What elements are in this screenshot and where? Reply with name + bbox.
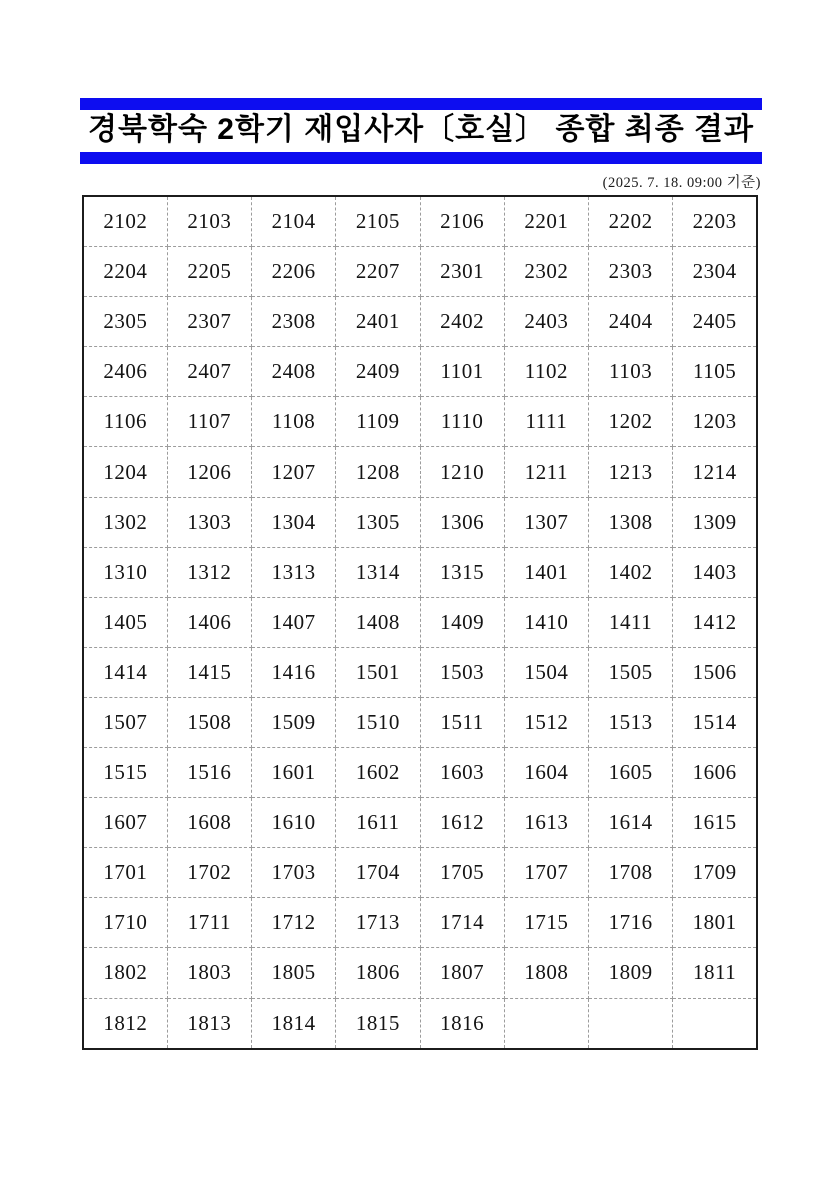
room-cell: 1503 — [420, 647, 504, 697]
room-cell: 1606 — [673, 748, 757, 798]
room-cell: 1214 — [673, 447, 757, 497]
room-cell: 1412 — [673, 597, 757, 647]
room-cell: 1607 — [83, 798, 167, 848]
room-cell: 2202 — [589, 196, 673, 247]
room-cell: 1314 — [336, 547, 420, 597]
room-cell: 1714 — [420, 898, 504, 948]
room-cell: 1408 — [336, 597, 420, 647]
room-cell: 1106 — [83, 397, 167, 447]
table-row — [83, 798, 757, 848]
title-bottom-rule — [80, 152, 762, 164]
room-cell: 1111 — [504, 397, 588, 447]
room-cell: 2302 — [504, 247, 588, 297]
table-row — [83, 547, 757, 597]
room-cell: 1410 — [504, 597, 588, 647]
room-cell: 2402 — [420, 297, 504, 347]
room-cell: 1611 — [336, 798, 420, 848]
empty-cell — [504, 998, 588, 1049]
room-cell: 1704 — [336, 848, 420, 898]
room-cell: 1813 — [167, 998, 251, 1049]
room-cell: 1814 — [252, 998, 336, 1049]
room-cell: 1710 — [83, 898, 167, 948]
room-cell: 1409 — [420, 597, 504, 647]
room-cell: 2201 — [504, 196, 588, 247]
room-cell: 1313 — [252, 547, 336, 597]
room-cell: 1206 — [167, 447, 251, 497]
room-cell: 1105 — [673, 347, 757, 397]
room-cell: 1610 — [252, 798, 336, 848]
room-cell: 1701 — [83, 848, 167, 898]
room-cell: 1509 — [252, 697, 336, 747]
table-row — [83, 397, 757, 447]
room-cell: 2405 — [673, 297, 757, 347]
room-cell: 2308 — [252, 297, 336, 347]
room-cell: 1207 — [252, 447, 336, 497]
room-cell: 2303 — [589, 247, 673, 297]
room-cell: 1315 — [420, 547, 504, 597]
room-cell: 1202 — [589, 397, 673, 447]
room-cell: 1510 — [336, 697, 420, 747]
room-cell: 1512 — [504, 697, 588, 747]
table-row — [83, 347, 757, 397]
room-cell: 2106 — [420, 196, 504, 247]
room-cell: 1414 — [83, 647, 167, 697]
room-cell: 1405 — [83, 597, 167, 647]
room-cell: 1406 — [167, 597, 251, 647]
room-cell: 1707 — [504, 848, 588, 898]
room-cell: 2407 — [167, 347, 251, 397]
room-cell: 2406 — [83, 347, 167, 397]
room-cell: 1416 — [252, 647, 336, 697]
room-cell: 2301 — [420, 247, 504, 297]
room-cell: 2305 — [83, 297, 167, 347]
room-cell: 1815 — [336, 998, 420, 1049]
room-cell: 1507 — [83, 697, 167, 747]
room-cell: 1614 — [589, 798, 673, 848]
room-cell: 1516 — [167, 748, 251, 798]
room-cell: 1715 — [504, 898, 588, 948]
empty-cell — [589, 998, 673, 1049]
room-cell: 1808 — [504, 948, 588, 998]
room-cell: 1807 — [420, 948, 504, 998]
room-cell: 1308 — [589, 497, 673, 547]
room-cell: 1709 — [673, 848, 757, 898]
room-cell: 1213 — [589, 447, 673, 497]
room-cell: 1708 — [589, 848, 673, 898]
room-cell: 2409 — [336, 347, 420, 397]
room-cell: 1310 — [83, 547, 167, 597]
room-cell: 1304 — [252, 497, 336, 547]
document-page — [80, 98, 762, 1050]
room-cell: 1711 — [167, 898, 251, 948]
room-cell: 1415 — [167, 647, 251, 697]
room-cell: 1312 — [167, 547, 251, 597]
room-cell: 2304 — [673, 247, 757, 297]
title-top-rule — [80, 98, 762, 110]
room-cell: 2205 — [167, 247, 251, 297]
room-cell: 2401 — [336, 297, 420, 347]
room-number-table — [82, 195, 758, 1050]
room-cell: 1805 — [252, 948, 336, 998]
room-cell: 1612 — [420, 798, 504, 848]
table-row — [83, 748, 757, 798]
table-row — [83, 247, 757, 297]
room-cell: 1604 — [504, 748, 588, 798]
page-title: 경북학숙 2학기 재입사자〔호실〕 종합 최종 결과 — [88, 113, 754, 146]
room-cell: 1603 — [420, 748, 504, 798]
room-cell: 2206 — [252, 247, 336, 297]
table-row — [83, 297, 757, 347]
empty-cell — [673, 998, 757, 1049]
room-cell: 1802 — [83, 948, 167, 998]
room-cell: 1615 — [673, 798, 757, 848]
room-cell: 1403 — [673, 547, 757, 597]
room-cell: 1210 — [420, 447, 504, 497]
room-cell: 2102 — [83, 196, 167, 247]
room-cell: 1203 — [673, 397, 757, 447]
room-cell: 1511 — [420, 697, 504, 747]
room-cell: 1508 — [167, 697, 251, 747]
room-cell: 2403 — [504, 297, 588, 347]
room-cell: 1407 — [252, 597, 336, 647]
room-cell: 1716 — [589, 898, 673, 948]
room-cell: 2103 — [167, 196, 251, 247]
room-cell: 1401 — [504, 547, 588, 597]
room-cell: 1816 — [420, 998, 504, 1049]
table-row — [83, 647, 757, 697]
room-cell: 1309 — [673, 497, 757, 547]
room-cell: 1703 — [252, 848, 336, 898]
room-cell: 1110 — [420, 397, 504, 447]
room-cell: 1602 — [336, 748, 420, 798]
room-cell: 1204 — [83, 447, 167, 497]
room-cell: 2408 — [252, 347, 336, 397]
date-note: (2025. 7. 18. 09:00 기준) — [602, 175, 761, 191]
table-row — [83, 497, 757, 547]
room-cell: 1801 — [673, 898, 757, 948]
room-cell: 2207 — [336, 247, 420, 297]
room-cell: 1208 — [336, 447, 420, 497]
room-cell: 2104 — [252, 196, 336, 247]
room-cell: 1705 — [420, 848, 504, 898]
room-table-body — [83, 196, 757, 1049]
room-cell: 1513 — [589, 697, 673, 747]
room-cell: 1107 — [167, 397, 251, 447]
room-cell: 1515 — [83, 748, 167, 798]
room-cell: 1101 — [420, 347, 504, 397]
room-cell: 1306 — [420, 497, 504, 547]
room-cell: 1108 — [252, 397, 336, 447]
room-cell: 1303 — [167, 497, 251, 547]
room-cell: 1109 — [336, 397, 420, 447]
room-cell: 1103 — [589, 347, 673, 397]
room-cell: 1402 — [589, 547, 673, 597]
room-cell: 2203 — [673, 196, 757, 247]
table-row — [83, 697, 757, 747]
room-cell: 1302 — [83, 497, 167, 547]
room-cell: 2105 — [336, 196, 420, 247]
room-cell: 1811 — [673, 948, 757, 998]
room-cell: 2204 — [83, 247, 167, 297]
room-cell: 1411 — [589, 597, 673, 647]
room-cell: 1501 — [336, 647, 420, 697]
table-row — [83, 948, 757, 998]
room-cell: 1505 — [589, 647, 673, 697]
room-cell: 1712 — [252, 898, 336, 948]
room-cell: 1605 — [589, 748, 673, 798]
room-cell: 1608 — [167, 798, 251, 848]
room-cell: 1702 — [167, 848, 251, 898]
room-cell: 1504 — [504, 647, 588, 697]
table-row — [83, 196, 757, 247]
room-cell: 1601 — [252, 748, 336, 798]
room-cell: 1806 — [336, 948, 420, 998]
table-row — [83, 848, 757, 898]
room-cell: 2404 — [589, 297, 673, 347]
room-cell: 1803 — [167, 948, 251, 998]
room-cell: 1305 — [336, 497, 420, 547]
room-cell: 1812 — [83, 998, 167, 1049]
table-row — [83, 597, 757, 647]
table-row — [83, 447, 757, 497]
room-cell: 1613 — [504, 798, 588, 848]
room-cell: 1713 — [336, 898, 420, 948]
room-cell: 2307 — [167, 297, 251, 347]
room-cell: 1211 — [504, 447, 588, 497]
table-row — [83, 898, 757, 948]
table-row — [83, 998, 757, 1049]
room-cell: 1506 — [673, 647, 757, 697]
room-cell: 1514 — [673, 697, 757, 747]
room-cell: 1307 — [504, 497, 588, 547]
room-cell: 1809 — [589, 948, 673, 998]
room-cell: 1102 — [504, 347, 588, 397]
